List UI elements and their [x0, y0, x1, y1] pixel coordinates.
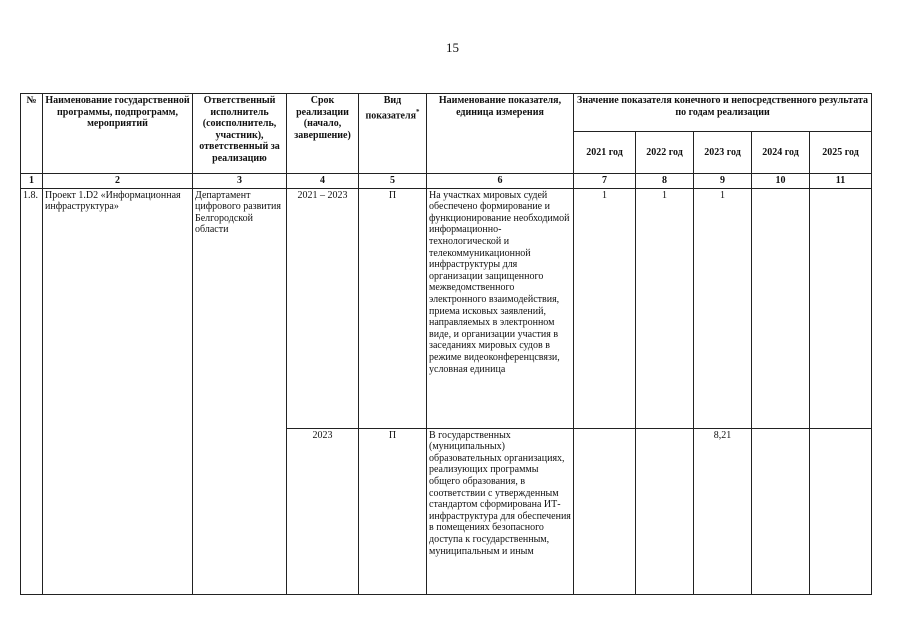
column-number: 2 [43, 174, 193, 189]
row-value-2022 [636, 428, 694, 594]
header-indicator-type-label: Вид показателя [365, 95, 416, 121]
header-year-2021: 2021 год [574, 132, 636, 174]
row-indicator-name: В государственных (муниципальных) образовательных организациях, реализующих программы общего образования, в соответствии с утвержденным стандартом сформирована ИТ-инфраструктура для обеспечения в помещениях безопасного доступа к государственным, муниципальным и иным [427, 428, 574, 594]
row-indicator-type: П [359, 428, 427, 594]
row-value-2025 [810, 188, 872, 428]
row-term: 2021 – 2023 [287, 188, 359, 428]
column-number: 6 [427, 174, 574, 189]
header-indicator-type [359, 94, 427, 174]
row-value-2025 [810, 428, 872, 594]
column-numbers-row [21, 174, 872, 189]
column-number: 8 [636, 174, 694, 189]
row-value-2023: 1 [694, 188, 752, 428]
header-term: Срок реализации (начало, завершение) [287, 94, 359, 174]
row-number: 1.8. [21, 188, 43, 594]
indicators-table [20, 93, 872, 595]
header-year-2025: 2025 год [810, 132, 872, 174]
page-number: 15 [446, 40, 459, 55]
row-indicator-name: На участках мировых судей обеспечено формирование и функционирование необходимой информационно-технологической и телекоммуникационной инфраструктуры для организации защищенного межведомственного электронного взаимодействия, приема исковых заявлений, направляемых в электронном виде, и организации участия в заседаниях мировых судов в режиме видеоконференцсвязи, условная единица [427, 188, 574, 428]
header-year-2023: 2023 год [694, 132, 752, 174]
header-name: Наименование государственной программы, подпрограмм, мероприятий [43, 94, 193, 174]
column-number: 7 [574, 174, 636, 189]
row-value-2023: 8,21 [694, 428, 752, 594]
column-number: 11 [810, 174, 872, 189]
row-term: 2023 [287, 428, 359, 594]
header-year-2024: 2024 год [752, 132, 810, 174]
header-values-group: Значение показателя конечного и непосредственного результата по годам реализации [574, 94, 872, 132]
table-row [21, 188, 872, 428]
header-responsible: Ответственный исполнитель (соисполнитель, участник), ответственный за реализацию [193, 94, 287, 174]
row-value-2024 [752, 428, 810, 594]
header-indicator-name: Наименование показателя, единица измерения [427, 94, 574, 174]
header-year-2022: 2022 год [636, 132, 694, 174]
column-number: 1 [21, 174, 43, 189]
column-number: 5 [359, 174, 427, 189]
row-responsible: Департамент цифрового развития Белгородской области [193, 188, 287, 594]
column-number: 3 [193, 174, 287, 189]
header-no: № [21, 94, 43, 174]
row-value-2024 [752, 188, 810, 428]
column-number: 4 [287, 174, 359, 189]
header-row-1 [21, 94, 872, 132]
column-number: 10 [752, 174, 810, 189]
row-indicator-type: П [359, 188, 427, 428]
row-value-2021 [574, 428, 636, 594]
row-value-2021: 1 [574, 188, 636, 428]
column-number: 9 [694, 174, 752, 189]
row-value-2022: 1 [636, 188, 694, 428]
header-indicator-type-mark: * [416, 107, 420, 116]
row-project-name: Проект 1.D2 «Информационная инфраструктура» [43, 188, 193, 594]
